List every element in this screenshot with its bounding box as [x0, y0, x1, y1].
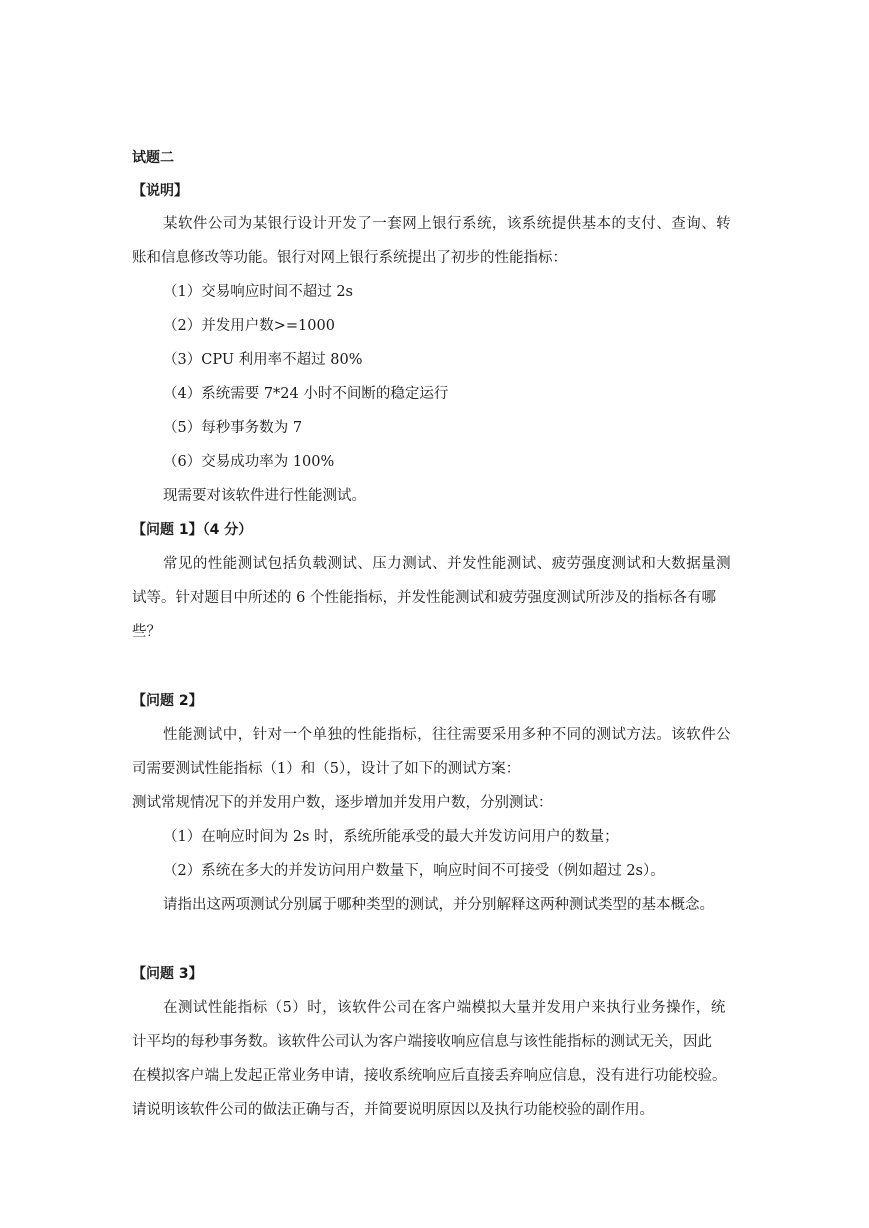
exam-title: 试题二: [132, 150, 174, 166]
intro-paragraph-line: 账和信息修改等功能。银行对网上银行系统提出了初步的性能指标：: [132, 250, 567, 266]
question-1-line: 些？: [132, 624, 161, 640]
question-1-line: 试等。针对题目中所述的 6 个性能指标，并发性能测试和疲劳强度测试所涉及的指标各有哪: [132, 590, 716, 606]
question-3-line: 在测试性能指标（5）时，该软件公司在客户端模拟大量并发用户来执行业务操作，统: [163, 1000, 726, 1016]
question-1-heading: 【问题 1】（4 分）: [132, 522, 253, 538]
intro-paragraph-line: 某软件公司为某银行设计开发了一套网上银行系统，该系统提供基本的支付、查询、转: [163, 216, 732, 232]
question-2-item: （2）系统在多大的并发访问用户数量下，响应时间不可接受（例如超过 2s）。: [163, 863, 665, 879]
question-3-line: 计平均的每秒事务数。该软件公司认为客户端接收响应信息与该性能指标的测试无关，因此: [132, 1034, 712, 1050]
question-1-line: 常见的性能测试包括负载测试、压力测试、并发性能测试、疲劳强度测试和大数据量测: [163, 556, 732, 572]
question-3-line: 请说明该软件公司的做法正确与否，并简要说明原因以及执行功能校验的副作用。: [132, 1102, 654, 1118]
metric-item: （5）每秒事务数为 7: [163, 420, 303, 436]
metric-item: （3）CPU 利用率不超过 80%: [163, 352, 363, 368]
question-2-line: 司需要测试性能指标（1）和（5），设计了如下的测试方案：: [132, 761, 521, 777]
question-2-line: 性能测试中，针对一个单独的性能指标，往往需要采用多种不同的测试方法。该软件公: [163, 727, 732, 743]
question-2-heading: 【问题 2】: [132, 693, 203, 709]
question-2-lead: 测试常规情况下的并发用户数，逐步增加并发用户数，分别测试：: [132, 795, 553, 811]
intro-heading: 【说明】: [132, 183, 188, 199]
question-2-closing: 请指出这两项测试分别属于哪种类型的测试，并分别解释这两种测试类型的基本概念。: [163, 897, 714, 913]
metric-item: （4）系统需要 7*24 小时不间断的稳定运行: [163, 386, 449, 402]
question-3-line: 在模拟客户端上发起正常业务申请，接收系统响应后直接丢弃响应信息，没有进行功能校验。: [132, 1068, 727, 1084]
intro-closing: 现需要对该软件进行性能测试。: [163, 488, 366, 504]
metric-item: （1）交易响应时间不超过 2s: [163, 284, 353, 300]
question-3-heading: 【问题 3】: [132, 966, 203, 982]
metric-item: （6）交易成功率为 100%: [163, 454, 335, 470]
metric-item: （2）并发用户数>=1000: [163, 318, 335, 334]
question-2-item: （1）在响应时间为 2s 时，系统所能承受的最大并发访问用户的数量；: [163, 829, 619, 845]
